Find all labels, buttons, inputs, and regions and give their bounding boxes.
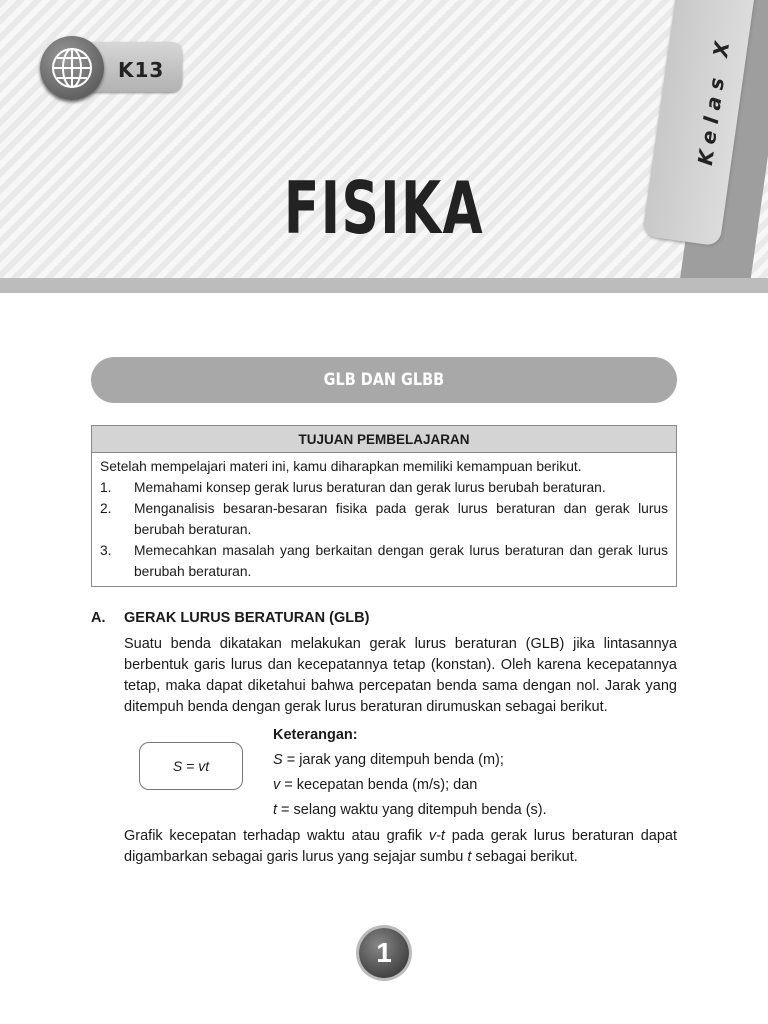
objective-number: 1.: [100, 480, 112, 495]
legend-title: Keterangan:: [273, 727, 358, 743]
grade-label: Kelas X: [692, 33, 736, 167]
objective-item: [100, 498, 668, 540]
objective-item: [100, 477, 668, 498]
globe-icon: [40, 36, 104, 100]
chapter-banner: [91, 357, 677, 403]
glb-definition-paragraph: Suatu benda dikatakan melakukan gerak lurus beraturan (GLB) jika lintasannya berbentuk garis lurus dan kecepatannya tetap (konstan). Oleh karena kecepatannya tetap, maka dapat diketahui bahwa percepatan benda sama dengan nol. Jarak yang ditempuh benda dengan gerak lurus beraturan dirumuskan sebagai berikut.: [124, 636, 677, 715]
objectives-heading: TUJUAN PEMBELAJARAN: [92, 426, 676, 453]
legend-symbol: S: [273, 752, 283, 768]
objectives-intro: Setelah mempelajari materi ini, kamu diharapkan memiliki kemampuan berikut.: [100, 459, 582, 474]
cover-header: [0, 0, 768, 278]
section-title: GERAK LURUS BERATURAN (GLB): [124, 610, 370, 626]
objective-text: Menganalisis besaran-besaran fisika pada gerak lurus beraturan dan gerak lurus berubah beraturan.: [134, 501, 668, 537]
legend-item: [273, 802, 547, 818]
objective-number: 3.: [100, 543, 112, 558]
legend-description: = kecepatan benda (m/s); dan: [280, 777, 478, 793]
objective-text: Memahami konsep gerak lurus beraturan dan gerak lurus berubah beraturan.: [134, 480, 606, 495]
formula-box: S = vt: [139, 742, 243, 790]
section-letter: A.: [91, 610, 106, 626]
objective-number: 2.: [100, 501, 112, 516]
objectives-box: [91, 425, 677, 587]
header-divider: [0, 278, 768, 293]
legend-symbol: t: [273, 802, 278, 818]
objective-item: [100, 540, 668, 582]
legend-description: = jarak yang ditempuh benda (m);: [282, 752, 504, 768]
section-a-heading: [91, 610, 369, 626]
legend-item: [273, 777, 477, 793]
legend-description: = selang waktu yang ditempuh benda (s).: [277, 802, 547, 818]
legend-item: [273, 752, 504, 768]
curriculum-badge-label: K13: [118, 58, 165, 82]
page-number: 1: [359, 928, 409, 978]
graph-intro-paragraph: Grafik kecepatan terhadap waktu atau grafik v-t pada gerak lurus beraturan dapat digambarkan sebagai garis lurus yang sejajar sumbu t sebagai berikut.: [124, 828, 677, 865]
legend-symbol: v: [273, 777, 281, 793]
chapter-title: GLB DAN GLBB: [323, 370, 445, 390]
subject-title: FISIKA: [283, 166, 485, 250]
objective-text: Memecahkan masalah yang berkaitan dengan gerak lurus beraturan dan gerak lurus berubah beraturan.: [134, 543, 668, 579]
